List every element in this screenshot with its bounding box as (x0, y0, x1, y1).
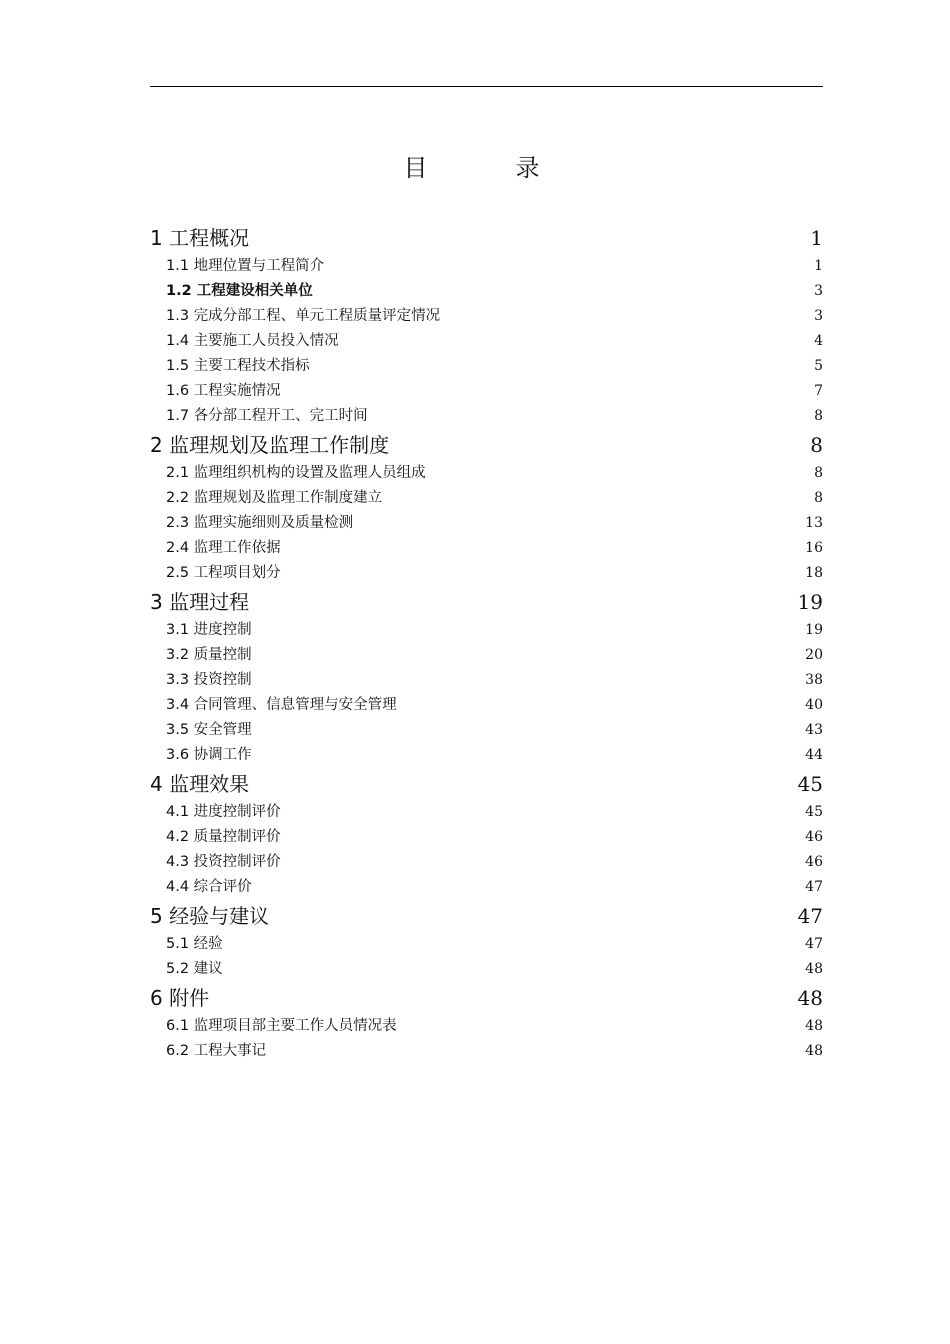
toc-subsection-entry[interactable] (150, 379, 823, 404)
toc-subsection-entry[interactable] (150, 1039, 823, 1064)
toc-chapter-page: 19 (797, 590, 823, 614)
toc-subsection-entry[interactable] (150, 404, 823, 429)
toc-subsection-label: 6.2 工程大事记 (166, 1043, 267, 1059)
toc-subsection-label: 5.2 建议 (166, 961, 223, 977)
toc-subsection-entry[interactable] (150, 743, 823, 768)
toc-chapter-entry[interactable] (150, 429, 823, 461)
toc-chapter-page: 45 (797, 772, 823, 796)
toc-subsection-label: 6.1 监理项目部主要工作人员情况表 (166, 1018, 397, 1034)
toc-subsection-entry[interactable] (150, 561, 823, 586)
toc-subsection-page: 8 (814, 408, 823, 424)
toc-subsection-page: 20 (805, 647, 823, 663)
toc-subsection-page: 45 (805, 804, 823, 820)
toc-chapter-page: 47 (797, 904, 823, 928)
toc-subsection-page: 3 (814, 308, 823, 324)
toc-subsection-page: 43 (805, 722, 823, 738)
toc-subsection-entry[interactable] (150, 957, 823, 982)
toc-section (150, 768, 823, 900)
toc-subsection-label: 1.2 工程建设相关单位 (166, 283, 313, 299)
toc-subsection-page: 3 (814, 283, 823, 299)
page-title: 目 录 (403, 154, 572, 182)
toc-subsection-page: 44 (805, 747, 823, 763)
toc-subsection-entry[interactable] (150, 279, 823, 304)
toc-subsection-label: 4.1 进度控制评价 (166, 804, 281, 820)
toc-subsection-entry[interactable] (150, 304, 823, 329)
toc-subsection-label: 4.4 综合评价 (166, 879, 252, 895)
toc-chapter-entry[interactable] (150, 982, 823, 1014)
toc-subsection-entry[interactable] (150, 668, 823, 693)
table-of-contents (150, 222, 823, 1064)
toc-subsection-label: 2.3 监理实施细则及质量检测 (166, 515, 354, 531)
toc-chapter-label: 5 经验与建议 (150, 904, 270, 928)
toc-subsection-entry[interactable] (150, 875, 823, 900)
toc-subsection-label: 1.1 地理位置与工程简介 (166, 258, 325, 274)
toc-section (150, 586, 823, 768)
toc-subsection-entry[interactable] (150, 486, 823, 511)
toc-subsection-entry[interactable] (150, 643, 823, 668)
toc-subsection-label: 1.3 完成分部工程、单元工程质量评定情况 (166, 308, 441, 324)
toc-subsection-label: 3.6 协调工作 (166, 747, 252, 763)
toc-subsection-entry[interactable] (150, 461, 823, 486)
toc-chapter-entry[interactable] (150, 586, 823, 618)
toc-subsection-page: 5 (814, 358, 823, 374)
toc-section (150, 982, 823, 1064)
toc-subsection-page: 16 (805, 540, 823, 556)
toc-subsection-label: 3.3 投资控制 (166, 672, 252, 688)
toc-subsection-entry[interactable] (150, 932, 823, 957)
toc-subsection-label: 3.2 质量控制 (166, 647, 252, 663)
toc-subsection-entry[interactable] (150, 1014, 823, 1039)
toc-subsection-label: 3.1 进度控制 (166, 622, 252, 638)
toc-subsection-page: 40 (805, 697, 823, 713)
toc-subsection-label: 5.1 经验 (166, 936, 223, 952)
toc-subsection-label: 1.6 工程实施情况 (166, 383, 281, 399)
toc-subsection-page: 7 (814, 383, 823, 399)
toc-subsection-label: 4.2 质量控制评价 (166, 829, 281, 845)
toc-subsection-label: 2.4 监理工作依据 (166, 540, 281, 556)
toc-subsection-entry[interactable] (150, 354, 823, 379)
toc-subsection-page: 48 (805, 1043, 823, 1059)
toc-subsection-page: 13 (805, 515, 823, 531)
toc-chapter-entry[interactable] (150, 768, 823, 800)
toc-subsection-entry[interactable] (150, 718, 823, 743)
toc-subsection-page: 46 (805, 829, 823, 845)
toc-subsection-page: 47 (805, 879, 823, 895)
toc-chapter-page: 48 (797, 986, 823, 1010)
toc-subsection-page: 19 (805, 622, 823, 638)
toc-subsection-entry[interactable] (150, 850, 823, 875)
toc-subsection-label: 3.4 合同管理、信息管理与安全管理 (166, 697, 397, 713)
toc-subsection-label: 2.5 工程项目划分 (166, 565, 281, 581)
toc-chapter-label: 4 监理效果 (150, 772, 250, 796)
toc-section (150, 900, 823, 982)
toc-subsection-entry[interactable] (150, 800, 823, 825)
toc-chapter-page: 8 (810, 433, 823, 457)
toc-subsection-page: 18 (805, 565, 823, 581)
toc-chapter-label: 3 监理过程 (150, 590, 250, 614)
toc-subsection-page: 38 (805, 672, 823, 688)
header-rule (150, 86, 823, 87)
toc-subsection-page: 48 (805, 1018, 823, 1034)
toc-section (150, 222, 823, 429)
toc-subsection-label: 2.2 监理规划及监理工作制度建立 (166, 490, 383, 506)
toc-subsection-entry[interactable] (150, 825, 823, 850)
toc-subsection-page: 48 (805, 961, 823, 977)
toc-subsection-label: 1.5 主要工程技术指标 (166, 358, 310, 374)
toc-subsection-label: 1.7 各分部工程开工、完工时间 (166, 408, 368, 424)
toc-chapter-entry[interactable] (150, 900, 823, 932)
toc-chapter-label: 1 工程概况 (150, 226, 250, 250)
toc-subsection-page: 46 (805, 854, 823, 870)
toc-chapter-label: 6 附件 (150, 986, 210, 1010)
toc-subsection-page: 8 (814, 490, 823, 506)
toc-subsection-entry[interactable] (150, 329, 823, 354)
toc-subsection-label: 4.3 投资控制评价 (166, 854, 281, 870)
toc-section (150, 429, 823, 586)
toc-subsection-label: 2.1 监理组织机构的设置及监理人员组成 (166, 465, 426, 481)
toc-subsection-page: 8 (814, 465, 823, 481)
toc-subsection-page: 4 (814, 333, 823, 349)
toc-chapter-page: 1 (810, 226, 823, 250)
toc-subsection-entry[interactable] (150, 511, 823, 536)
toc-subsection-page: 1 (814, 258, 823, 274)
toc-chapter-label: 2 监理规划及监理工作制度 (150, 433, 390, 457)
toc-subsection-entry[interactable] (150, 693, 823, 718)
toc-subsection-entry[interactable] (150, 618, 823, 643)
toc-chapter-entry[interactable] (150, 222, 823, 254)
toc-subsection-label: 3.5 安全管理 (166, 722, 252, 738)
toc-subsection-entry[interactable] (150, 536, 823, 561)
toc-subsection-label: 1.4 主要施工人员投入情况 (166, 333, 339, 349)
toc-subsection-entry[interactable] (150, 254, 823, 279)
toc-subsection-page: 47 (805, 936, 823, 952)
